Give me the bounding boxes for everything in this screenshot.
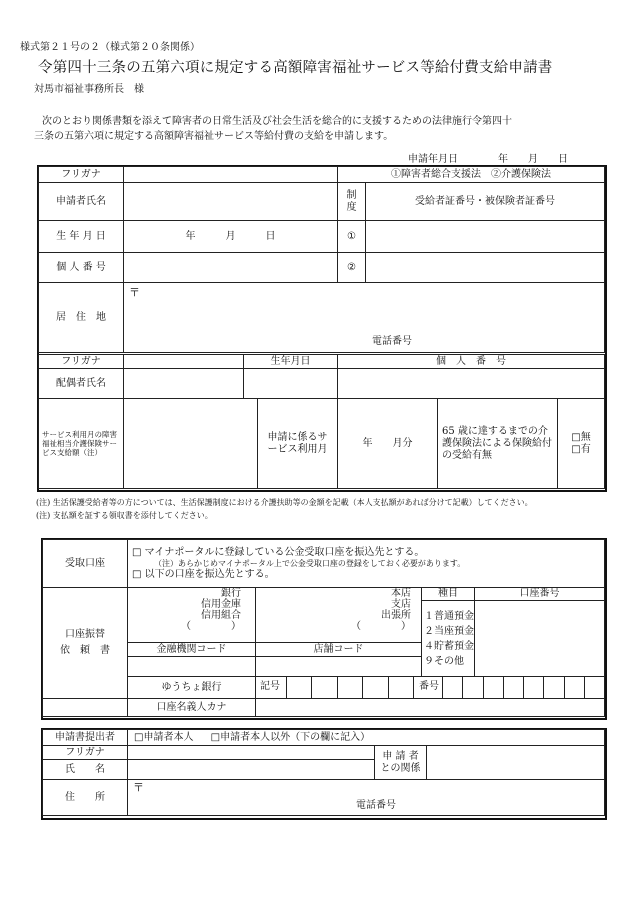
applicant-name-label: 申請者氏名: [39, 183, 124, 221]
certificate-number-2-field[interactable]: [366, 253, 605, 283]
symbol-label: 記号: [260, 681, 280, 692]
birth-date-label: 生 年 月 日: [39, 221, 124, 253]
account-number-label: 口座番号: [475, 588, 605, 601]
account-holder-label: 口座名義人カナ: [128, 699, 256, 717]
relation-label: 申 請 者 との関係: [375, 746, 427, 780]
postal-mark: 〒: [129, 286, 140, 299]
branch-type-field[interactable]: 本店 支店 出張所 （ ）: [256, 588, 422, 643]
furigana-label: フリガナ: [39, 167, 124, 183]
service-amount-field[interactable]: [124, 399, 258, 489]
submitter-address-label: 住 所: [43, 780, 128, 816]
submitter-furigana-label: フリガナ: [43, 746, 128, 760]
submitter-postal-mark: 〒: [133, 781, 144, 794]
system-1-mark: ①: [338, 221, 366, 253]
yucho-label: ゆうちょ銀行: [128, 677, 256, 699]
form-number: 様式第２１号の２（様式第２０条関係）: [20, 42, 200, 53]
bank-table: [42, 539, 605, 588]
submitter-phone-label: 電話番号: [356, 800, 396, 811]
mynaportal-option[interactable]: □ マイナポータルに登録している公金受取口座を振込先とする。: [132, 546, 425, 558]
submitter-self-option[interactable]: □申請者本人: [134, 731, 194, 743]
service-month-label: 申請に係るサービス利用月: [258, 399, 338, 489]
age-65-label: 65 歳に達するまでの介護保険法による保険給付の受給有無: [438, 399, 558, 489]
submitter-label: 申請書提出者: [43, 730, 128, 746]
transfer-table: [42, 587, 605, 717]
addressee: 対馬市福祉事務所長 様: [34, 84, 144, 95]
application-date: 申請年月日 年 月 日: [408, 154, 568, 165]
note-1: (注) 生活保護受給者等の方については、生活保護制度における介護扶助等の金額を記載（本人支払額があれば分けて記載）してください。: [36, 498, 533, 507]
page-title: 令第四十三条の五第六項に規定する高額障害福祉サービス等給付費支給申請書: [38, 60, 553, 76]
spouse-name-field[interactable]: [124, 369, 244, 399]
system-label: 制 度: [338, 183, 366, 221]
system-2-mark: ②: [338, 253, 366, 283]
service-amount-label: サービス利用月の障害福祉相当介護保険サービス支給額（注）: [39, 399, 124, 489]
intro-line-1: 次のとおり関係書類を添えて障害者の日常生活及び社会生活を総合的に支援するための法律施行令第四十: [42, 116, 512, 127]
spouse-furigana-label: フリガナ: [39, 355, 124, 369]
spouse-birth-field[interactable]: [244, 369, 338, 399]
bank-code-field[interactable]: [128, 657, 256, 677]
spouse-birth-label: 生年月日: [244, 355, 338, 369]
applicant-name-field[interactable]: [124, 183, 338, 221]
account-number-field[interactable]: [475, 601, 605, 677]
intro-line-2: 三条の五第六項に規定する高額障害福祉サービス等給付費の支給を申請します。: [34, 131, 394, 142]
mynaportal-note: （注）あらかじめマイナポータル上で公金受取口座の登録をしておく必要があります。: [154, 558, 466, 568]
spouse-furigana-field[interactable]: [124, 355, 244, 369]
number-label: 番号: [419, 681, 439, 692]
option-yes-checkbox[interactable]: □有: [571, 443, 591, 455]
submitter-name-label: 氏 名: [43, 760, 128, 780]
option-none-checkbox[interactable]: □無: [571, 431, 591, 443]
service-table: [38, 398, 605, 489]
submitter-name-field[interactable]: [128, 760, 375, 780]
account-holder-field[interactable]: [256, 699, 605, 717]
service-month-field[interactable]: 年 月分: [338, 399, 438, 489]
note-2: (注) 支払額を証する領収書を添付してください。: [36, 511, 213, 520]
receive-account-label: 受取口座: [43, 540, 128, 588]
branch-code-label: 店舗コード: [256, 643, 422, 657]
bank-code-label: 金融機関コード: [128, 643, 256, 657]
number-field[interactable]: [442, 677, 604, 698]
submitter-table: [42, 729, 605, 816]
relation-field[interactable]: [427, 746, 605, 780]
submitter-address-field[interactable]: [128, 780, 605, 816]
applicant-table: [38, 166, 605, 353]
certificate-number-1-field[interactable]: [366, 221, 605, 253]
transfer-request-label: 口座振替 依 頼 書: [43, 588, 128, 699]
symbol-field[interactable]: [286, 677, 414, 698]
account-kind-options[interactable]: １普通預金 ２当座預金 ４貯蓄預金 ９その他: [422, 601, 475, 677]
address-label: 居 住 地: [39, 283, 124, 353]
phone-label: 電話番号: [372, 336, 412, 347]
branch-code-field[interactable]: [256, 657, 422, 677]
spouse-table: [38, 354, 605, 399]
spouse-personal-number-field[interactable]: [338, 369, 605, 399]
certificate-number-label: 受給者証番号・被保険者証番号: [366, 183, 605, 221]
law-options: ①障害者総合支援法 ②介護保険法: [338, 167, 605, 183]
account-kind-label: 種目: [422, 588, 475, 601]
bank-type-field[interactable]: 銀行 信用金庫 信用組合 （ ）: [128, 588, 256, 643]
submitter-other-option[interactable]: □申請者本人以外（下の欄に記入）: [210, 731, 371, 743]
submitter-furigana-field[interactable]: [128, 746, 375, 760]
personal-number-field[interactable]: [124, 253, 338, 283]
personal-number-label: 個 人 番 号: [39, 253, 124, 283]
address-field[interactable]: [124, 283, 605, 353]
spouse-name-label: 配偶者氏名: [39, 369, 124, 399]
below-account-option[interactable]: □ 以下の口座を振込先とする。: [132, 568, 275, 580]
birth-date-field[interactable]: 年 月 日: [124, 221, 338, 253]
spouse-personal-number-label: 個 人 番 号: [338, 355, 605, 369]
furigana-field[interactable]: [124, 167, 338, 183]
